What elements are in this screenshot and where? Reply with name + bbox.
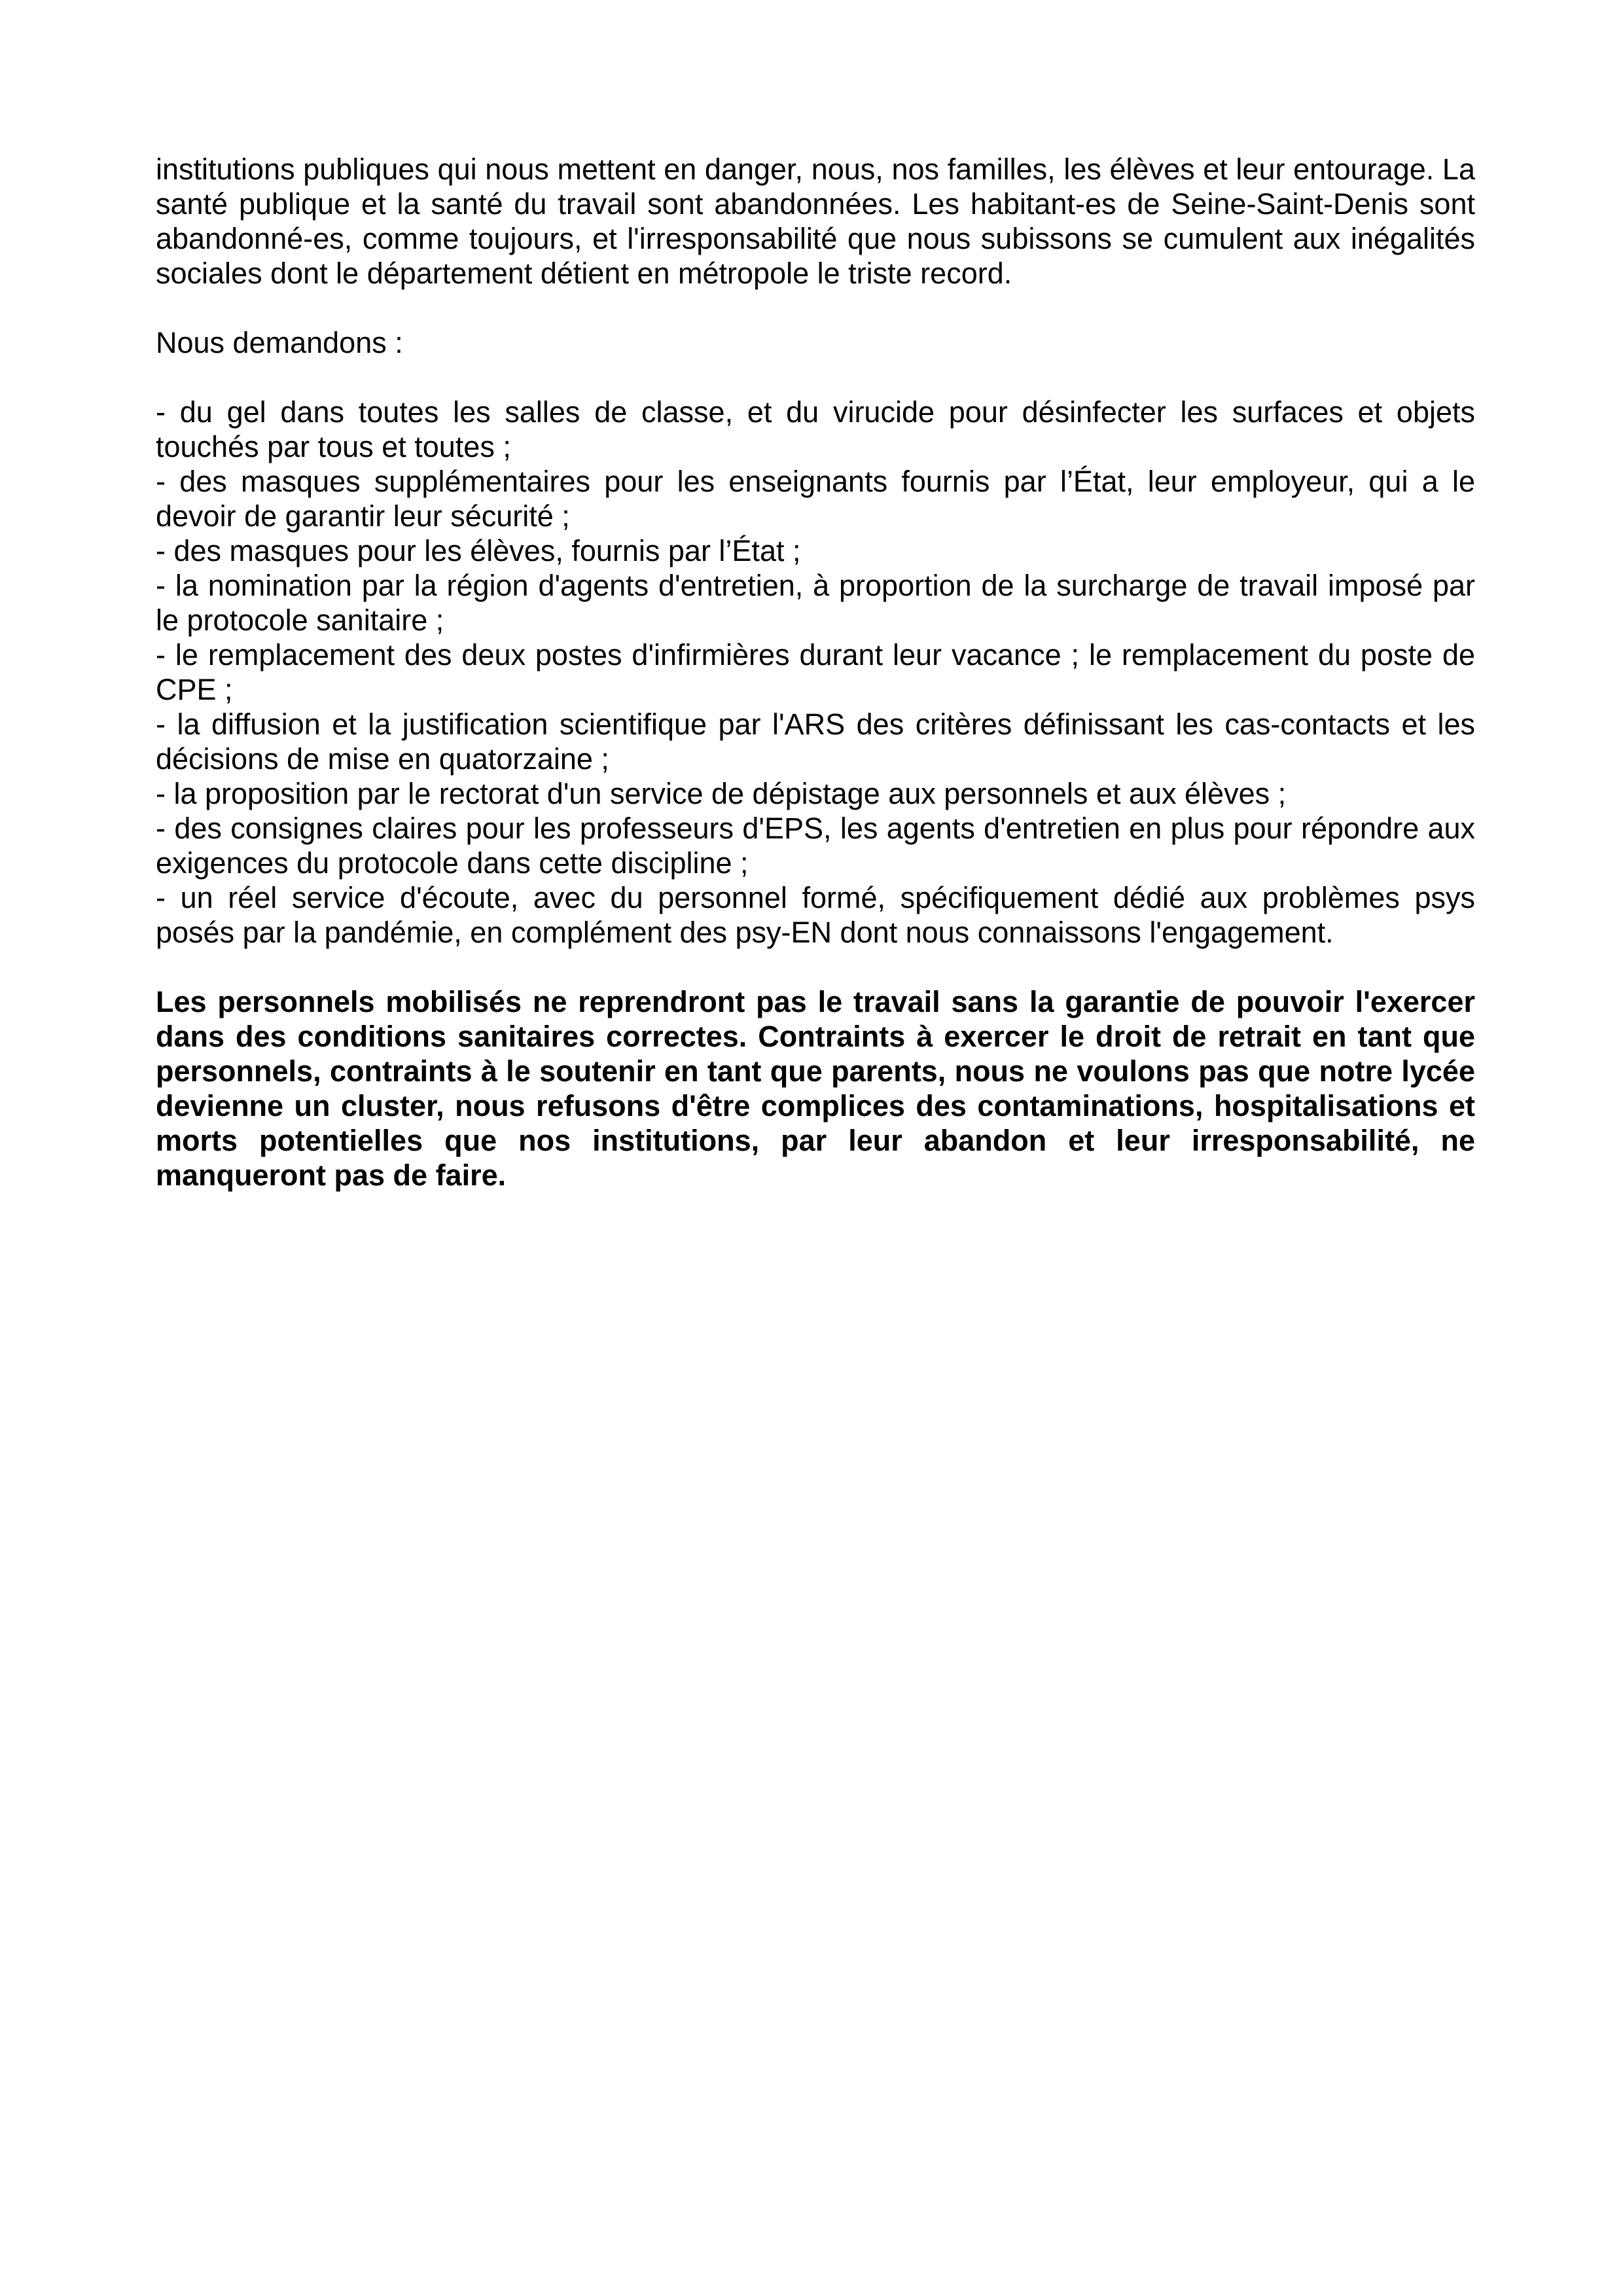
demands-list <box>156 395 1475 950</box>
demand-item: - des masques supplémentaires pour les enseignants fournis par l’État, leur employeur, qui a le devoir de garantir leur sécurité ; <box>156 465 1475 533</box>
document-body <box>156 152 1475 1193</box>
demand-item: - des consignes claires pour les professeurs d'EPS, les agents d'entretien en plus pour répondre aux exigences du protocole dans cette discipline ; <box>156 812 1475 880</box>
demand-item: - des masques pour les élèves, fournis par l’État ; <box>156 534 801 567</box>
conclusion-paragraph: Les personnels mobilisés ne reprendront pas le travail sans la garantie de pouvoir l'exercer dans des conditions sanitaires correctes. Contraints à exercer le droit de retrait en tant que personnels, contraints à le soutenir en tant que parents, nous ne voulons pas que notre lycée devienne un cluster, nous refusons d'être complices des contaminations, hospitalisations et morts potentielles que nos institutions, par leur abandon et leur irresponsabilité, ne manqueront pas de faire. <box>156 985 1475 1192</box>
demands-heading: Nous demandons : <box>156 326 403 359</box>
demand-item: - un réel service d'écoute, avec du personnel formé, spécifiquement dédié aux problèmes psys posés par la pandémie, en complément des psy-EN dont nous connaissons l'engagement. <box>156 881 1475 949</box>
demand-item: - la nomination par la région d'agents d'entretien, à proportion de la surcharge de travail imposé par le protocole sanitaire ; <box>156 569 1475 637</box>
demand-item: - le remplacement des deux postes d'infirmières durant leur vacance ; le remplacement du poste de CPE ; <box>156 638 1475 706</box>
demand-item: - du gel dans toutes les salles de classe, et du virucide pour désinfecter les surfaces et objets touchés par tous et toutes ; <box>156 395 1475 463</box>
demand-item: - la proposition par le rectorat d'un service de dépistage aux personnels et aux élèves ; <box>156 777 1287 810</box>
intro-paragraph: institutions publiques qui nous mettent en danger, nous, nos familles, les élèves et leur entourage. La santé publique et la santé du travail sont abandonnées. Les habitant-es de Seine-Saint-Denis sont abandonné-es, comme toujours, et l'irresponsabilité que nous subissons se cumulent aux inégalités sociales dont le département détient en métropole le triste record. <box>156 152 1475 290</box>
demand-item: - la diffusion et la justification scientifique par l'ARS des critères définissant les cas-contacts et les décisions de mise en quatorzaine ; <box>156 708 1475 776</box>
